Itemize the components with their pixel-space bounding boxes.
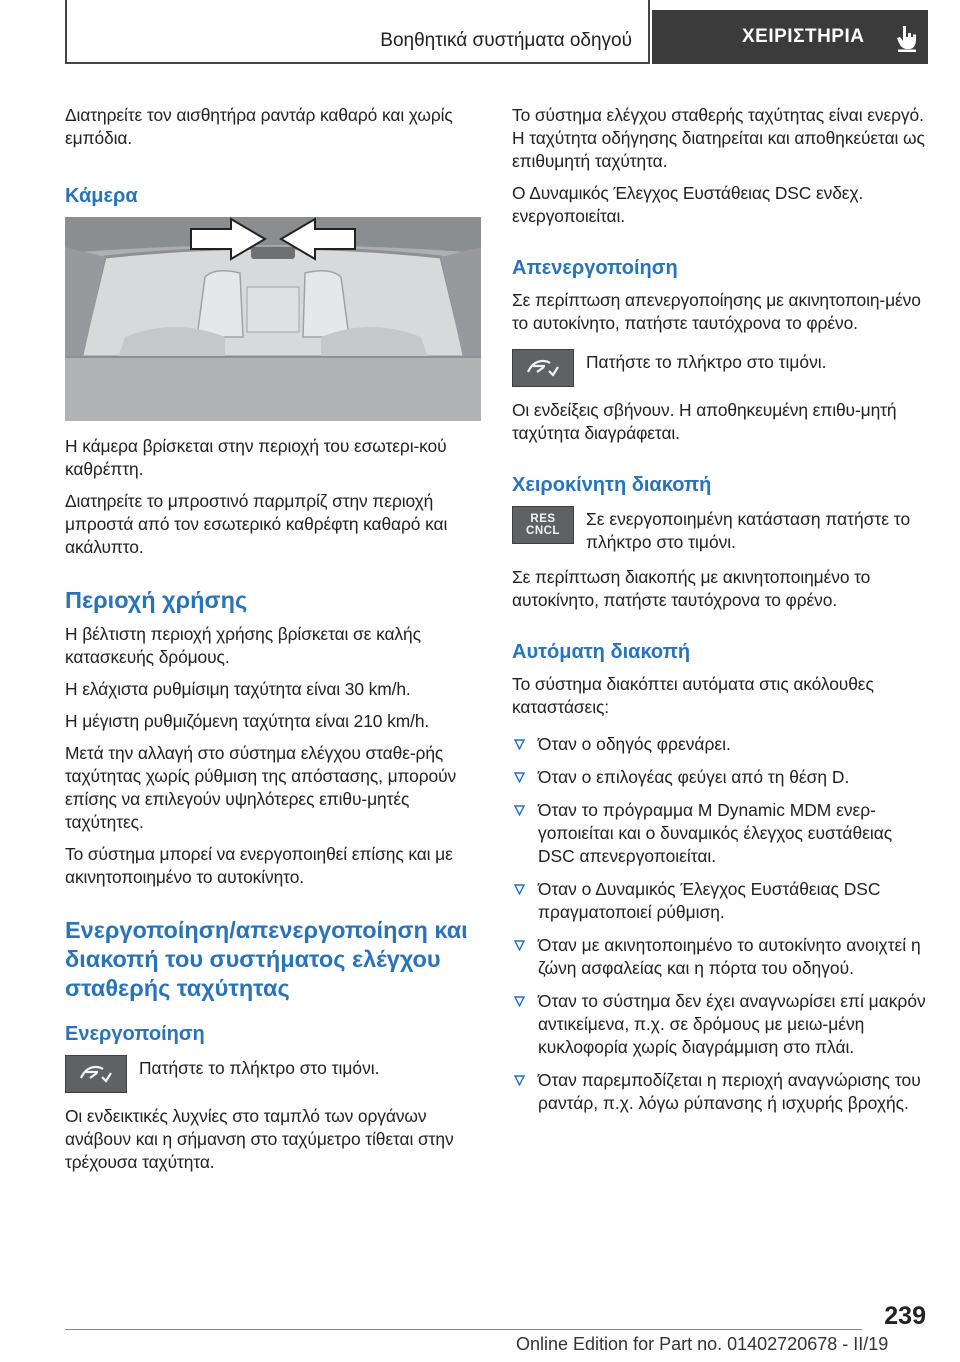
header-frame — [65, 0, 650, 64]
triangle-bullet-icon — [514, 1075, 525, 1086]
deactivation-paragraph: Σε περίπτωση απενεργοποίησης με ακινητοποιη-μένο το αυτοκίνητο, πατήστε ταυτόχρονα το φρένο. — [512, 290, 921, 333]
page-number: 239 — [884, 1302, 926, 1330]
usage-area-p5: Το σύστημα μπορεί να ενεργοποιηθεί επίσης και με ακινητοποιημένο το αυτοκίνητο. — [65, 844, 453, 887]
camera-location-paragraph: Η κάμερα βρίσκεται στην περιοχή του εσωτερι-κού καθρέπτη. — [65, 436, 447, 479]
auto-interrupt-heading: Αυτόματη διακοπή — [512, 641, 691, 663]
radar-paragraph: Διατηρείτε τον αισθητήρα ραντάρ καθαρό και χωρίς εμπόδια. — [65, 105, 453, 148]
activation-result-paragraph: Οι ενδεικτικές λυχνίες στο ταμπλό των οργάνων ανάβουν και η σήμανση στο ταχύμετρο τίθεται στην τρέχουσα ταχύτητα. — [65, 1106, 454, 1172]
dsc-paragraph: Ο Δυναμικός Έλεγχος Ευστάθειας DSC ενδεχ. ενεργοποιείται. — [512, 183, 864, 226]
triangle-bullet-icon — [514, 940, 525, 951]
manual-interrupt-paragraph: Σε περίπτωση διακοπής με ακινητοποιημένο το αυτοκίνητο, πατήστε ταυτόχρονα το φρένο. — [512, 567, 871, 610]
activation-button-text: Πατήστε το πλήκτρο στο τιμόνι. — [139, 1058, 380, 1078]
car-interior-image — [65, 217, 481, 421]
chapter-tab-label: ΧΕΙΡΙΣΤΗΡΙΑ — [742, 26, 865, 47]
camera-clean-paragraph: Διατηρείτε το μπροστινό παρμπρίζ στην περιοχή μπροστά από τον εσωτερικό καθρέφτη καθαρό και ακάλυπτο. — [65, 491, 448, 557]
section-title: Βοηθητικά συστήματα οδηγού — [380, 30, 632, 51]
res-cncl-label: RES CNCL — [526, 513, 560, 537]
usage-area-p4: Μετά την αλλαγή στο σύστημα ελέγχου σταθε-ρής ταχύτητας χωρίς ρύθμιση της απόστασης, μπορούν επίσης να επιλεγούν υψηλότερες επιθυ-μητές ταχύτητες. — [65, 743, 457, 832]
cruise-control-icon — [78, 1063, 114, 1085]
list-item: Όταν το σύστημα δεν έχει αναγνωρίσει επί μακρόν αντικείμενα, π.χ. σε δρόμους με μειω-μένη κυκλοφορία χωρίς διαγράμμιση στο πλάι. — [512, 990, 932, 1059]
triangle-bullet-icon — [514, 772, 525, 783]
manual-interrupt-heading: Χειροκίνητη διακοπή — [512, 474, 712, 496]
deactivation-result-paragraph: Οι ενδείξεις σβήνουν. Η αποθηκευμένη επιθυ-μητή ταχύτητα διαγράφεται. — [512, 400, 897, 443]
usage-area-p1: Η βέλτιστη περιοχή χρήσης βρίσκεται σε καλής κατασκευής δρόμους. — [65, 624, 421, 667]
list-item: Όταν ο επιλογέας φεύγει από τη θέση D. — [512, 766, 932, 789]
list-item: Όταν ο Δυναμικός Έλεγχος Ευστάθειας DSC πραγματοποιεί ρύθμιση. — [512, 878, 932, 924]
deactivation-heading: Απενεργοποίηση — [512, 257, 678, 279]
activation-instruction — [65, 1055, 485, 1093]
usage-area-p2: Η ελάχιστα ρυθμίσιμη ταχύτητα είναι 30 km/h. — [65, 679, 411, 699]
deactivation-button-text: Πατήστε το πλήκτρο στο τιμόνι. — [586, 352, 827, 372]
camera-heading: Κάμερα — [65, 185, 138, 207]
system-active-paragraph: Το σύστημα ελέγχου σταθερής ταχύτητας είναι ενεργό. Η ταχύτητα οδήγησης διατηρείται και αποθηκεύεται ως επιθυμητή ταχύτητα. — [512, 105, 925, 171]
cruise-control-button-image — [512, 349, 574, 387]
list-item: Όταν με ακινητοποιημένο το αυτοκίνητο ανοιχτεί η ζώνη ασφαλείας και η πόρτα του οδηγού. — [512, 934, 932, 980]
triangle-bullet-icon — [514, 739, 525, 750]
hand-pointer-icon — [894, 24, 920, 52]
list-item: Όταν ο οδηγός φρενάρει. — [512, 733, 932, 756]
chapter-tab[interactable] — [652, 10, 928, 64]
manual-button-text: Σε ενεργοποιημένη κατάσταση πατήστε το πλήκτρο στο τιμόνι. — [586, 509, 911, 552]
on-off-heading: Ενεργοποίηση/απενεργοποίηση και διακοπή του συστήματος ελέγχου σταθερής ταχύτητας — [65, 917, 468, 1001]
left-column — [65, 104, 485, 1183]
edition-text: Online Edition for Part no. 01402720678 - II/19 — [516, 1334, 889, 1354]
triangle-bullet-icon — [514, 805, 525, 816]
right-column — [512, 104, 932, 1125]
page-header — [0, 0, 960, 66]
cruise-control-button-image — [65, 1055, 127, 1093]
list-item: Όταν παρεμποδίζεται η περιοχή αναγνώρισης του ραντάρ, π.χ. λόγω ρύπανσης ή ισχυρής βροχής. — [512, 1069, 932, 1115]
list-item: Όταν το πρόγραμμα M Dynamic MDM ενερ-γοποιείται και ο δυναμικός έλεγχος ευστάθειας DSC απενεργοποιείται. — [512, 799, 932, 868]
footer-divider — [65, 1329, 862, 1330]
triangle-bullet-icon — [514, 996, 525, 1007]
deactivation-instruction — [512, 349, 932, 387]
cruise-control-icon — [525, 357, 561, 379]
usage-area-heading: Περιοχή χρήσης — [65, 587, 248, 613]
manual-interrupt-instruction — [512, 506, 932, 554]
auto-interrupt-list — [512, 733, 932, 1115]
activation-heading: Ενεργοποίηση — [65, 1023, 205, 1045]
triangle-bullet-icon — [514, 884, 525, 895]
res-cncl-button-image — [512, 506, 574, 544]
auto-interrupt-paragraph: Το σύστημα διακόπτει αυτόματα στις ακόλουθες καταστάσεις: — [512, 674, 874, 717]
camera-photo — [65, 217, 481, 421]
usage-area-p3: Η μέγιστη ρυθμιζόμενη ταχύτητα είναι 210 km/h. — [65, 711, 430, 731]
